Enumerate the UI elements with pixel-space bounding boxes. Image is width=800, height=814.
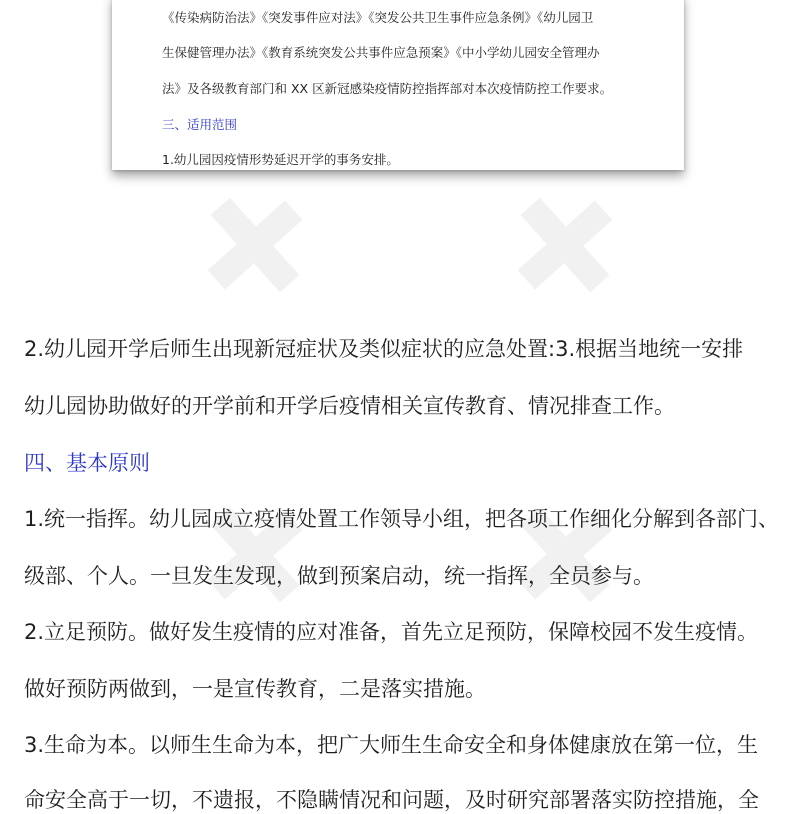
document-page-card xyxy=(112,0,684,170)
body-text-line: 级部、个人。一旦发生发现，做到预案启动，统一指挥，全员参与。 xyxy=(24,564,654,588)
card-text-line: 法》及各级教育部门和 XX 区新冠感染疫情防控指挥部对本次疫情防控工作要求。 xyxy=(162,81,613,96)
card-text-line: 《传染病防治法》《突发事件应对法》《突发公共卫生事件应急条例》《幼儿园卫 xyxy=(162,10,594,25)
body-text-line: 2.立足预防。做好发生疫情的应对准备，首先立足预防，保障校园不发生疫情。 xyxy=(24,620,759,644)
body-text-line: 1.统一指挥。幼儿园成立疫情处置工作领导小组，把各项工作细化分解到各部门、 xyxy=(24,507,780,531)
watermark-logo-icon xyxy=(163,153,347,337)
watermark-logo-icon xyxy=(473,153,657,337)
body-text-line: 2.幼儿园开学后师生出现新冠症状及类似症状的应急处置:3.根据当地统一安排 xyxy=(24,337,744,361)
card-text-line: 1.幼儿园因疫情形势延迟开学的事务安排。 xyxy=(162,152,399,167)
card-section-heading: 三、适用范围 xyxy=(162,117,238,132)
body-text-line: 幼儿园协助做好的开学前和开学后疫情相关宣传教育、情况排查工作。 xyxy=(24,394,675,418)
body-text-line: 命安全高于一切，不遗报，不隐瞒情况和问题，及时研究部署落实防控措施，全 xyxy=(24,788,759,812)
body-text-line: 做好预防两做到，一是宣传教育，二是落实措施。 xyxy=(24,677,486,701)
section-heading: 四、基本原则 xyxy=(24,451,150,475)
body-text-line: 3.生命为本。以师生生命为本，把广大师生生命安全和身体健康放在第一位，生 xyxy=(24,733,759,757)
card-text-line: 生保健管理办法》《教育系统突发公共事件应急预案》《中小学幼儿园安全管理办 xyxy=(162,45,600,60)
